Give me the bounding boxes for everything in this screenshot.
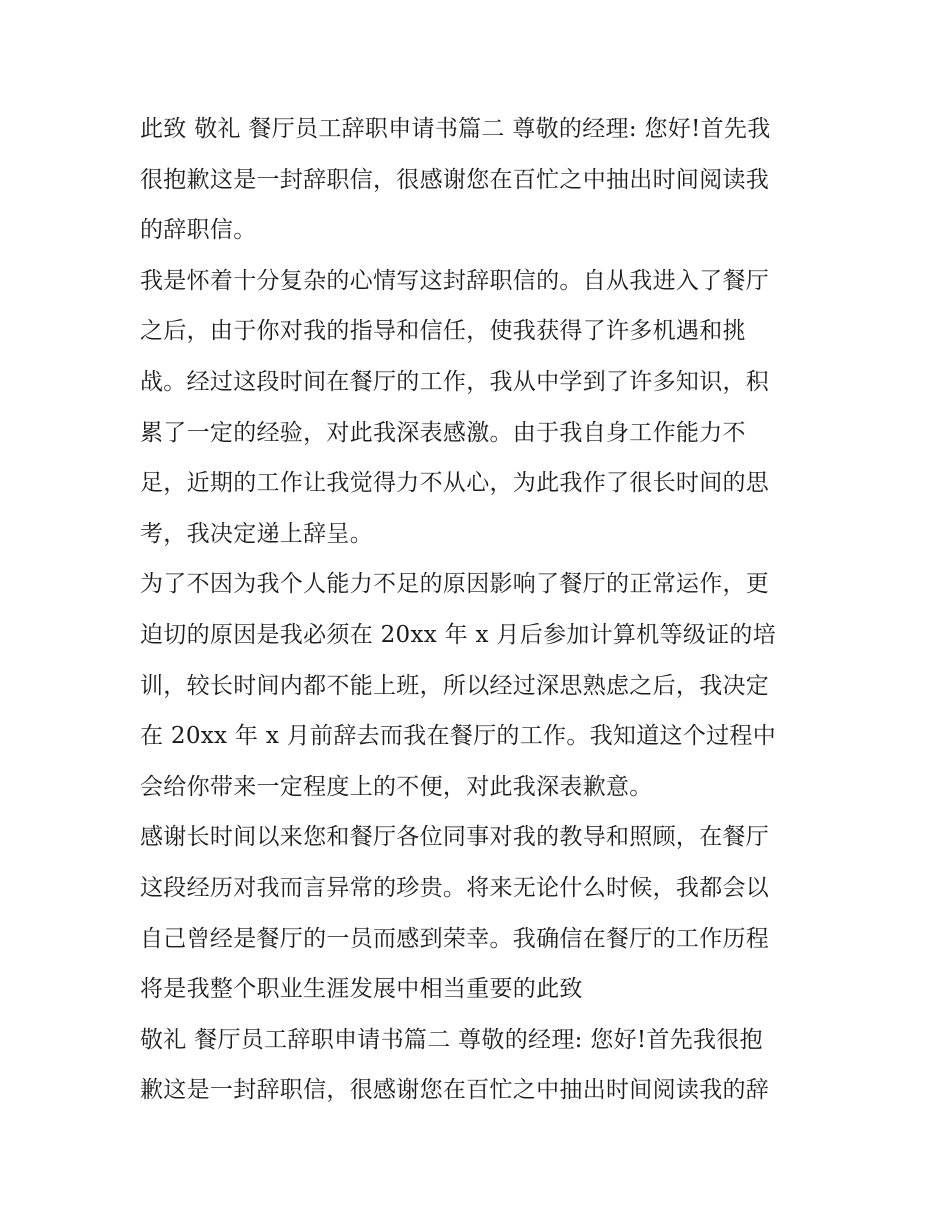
text-line: 战。经过这段时间在餐厅的工作，我从中学到了许多知识，积 <box>140 368 770 395</box>
document-body <box>140 104 816 1116</box>
text-line: 会给你带来一定程度上的不便，对此我深表歉意。 <box>140 773 653 800</box>
text-line: 将是我整个职业生涯发展中相当重要的此致 <box>140 976 583 1003</box>
text-line: 迫切的原因是我必须在 20xx 年 x 月后参加计算机等级证的培 <box>140 621 777 648</box>
text-line: 我是怀着十分复杂的心情写这封辞职信的。自从我进入了餐厅 <box>140 267 770 294</box>
text-line: 歉这是一封辞职信，很感谢您在百忙之中抽出时间阅读我的辞 <box>140 1077 770 1104</box>
text-line: 考，我决定递上辞呈。 <box>140 520 373 547</box>
text-line: 此致 敬礼 餐厅员工辞职申请书篇二 尊敬的经理: 您好!首先我 <box>140 116 771 142</box>
text-line: 的辞职信。 <box>140 217 257 244</box>
text-line: 训，较长时间内都不能上班，所以经过深思熟虑之后，我决定 <box>140 672 770 699</box>
text-line: 之后，由于你对我的指导和信任，使我获得了许多机遇和挑 <box>140 318 746 345</box>
text-line: 感谢长时间以来您和餐厅各位同事对我的教导和照顾，在餐厅 <box>140 824 770 851</box>
text-line: 足，近期的工作让我觉得力不从心，为此我作了很长时间的思 <box>140 470 770 497</box>
text-line: 敬礼 餐厅员工辞职申请书篇二 尊敬的经理: 您好!首先我很抱 <box>140 1026 763 1053</box>
text-line: 很抱歉这是一封辞职信，很感谢您在百忙之中抽出时间阅读我 <box>140 166 770 193</box>
text-line: 累了一定的经验，对此我深表感激。由于我自身工作能力不 <box>140 419 746 446</box>
text-line: 自己曾经是餐厅的一员而感到荣幸。我确信在餐厅的工作历程 <box>140 925 770 952</box>
text-line: 为了不因为我个人能力不足的原因影响了餐厅的正常运作，更 <box>140 571 770 598</box>
text-line: 这段经历对我而言异常的珍贵。将来无论什么时候，我都会以 <box>140 874 770 901</box>
text-line: 在 20xx 年 x 月前辞去而我在餐厅的工作。我知道这个过程中 <box>140 723 777 750</box>
